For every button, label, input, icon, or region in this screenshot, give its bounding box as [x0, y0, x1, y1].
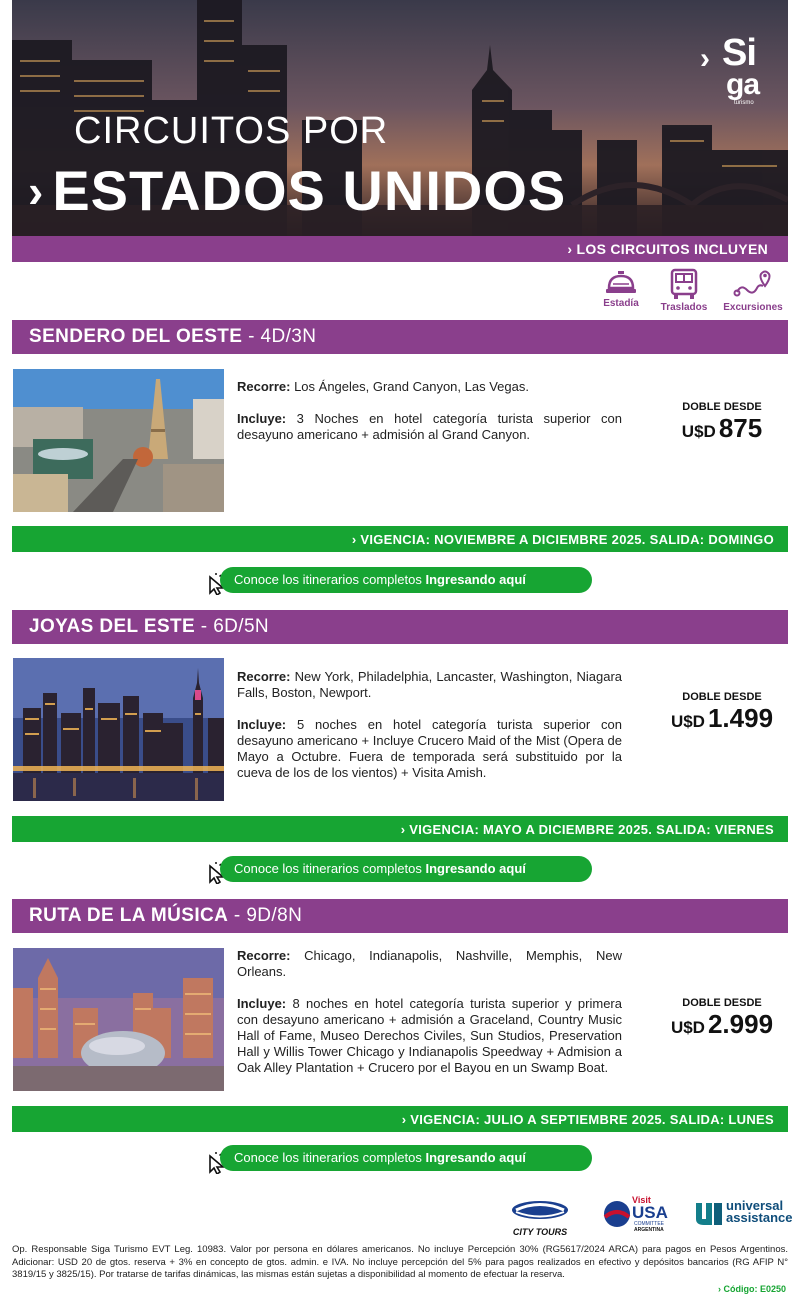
citytours-logo — [508, 1199, 572, 1237]
recorre-text: Los Ángeles, Grand Canyon, Las Vegas. — [290, 379, 529, 394]
cta-link[interactable]: Ingresando aquí — [425, 861, 526, 876]
tour-duration: - 4D/3N — [242, 326, 317, 347]
price-label: DOBLE DESDE — [682, 691, 762, 703]
hero-banner — [12, 0, 788, 236]
new-york-photo — [13, 658, 224, 801]
itinerary-link-button[interactable] — [220, 856, 592, 882]
price-amount: 1.499 — [707, 703, 774, 733]
price-amount: 2.999 — [707, 1009, 774, 1039]
price-currency: U$D — [670, 1018, 705, 1037]
incluye-text: 8 noches en hotel categoría turista superior y primera con desayuno americano + admisión a Graceland, Country Music Hall of Fame, Museo Derechos Civiles, Sun Studios, Preservation Hall y Willis Tower Chicago y Indianapolis Speedway + Admision a Oak Alley Plantation + Crucero por el Bayou en un Swamp Boat. — [237, 996, 622, 1075]
logo-subtext: turismo — [734, 100, 754, 106]
las-vegas-photo — [13, 369, 224, 512]
recorre-text: Chicago, Indianapolis, Nashville, Memphis, New Orleans. — [237, 948, 622, 979]
incluye-text: 5 noches en hotel categoría turista superior con desayuno americano + Incluye Crucero Maid of the Mist (Opera de Mayo a Octubre. Fuera de temporada será substituido por la cueva de los de los vientos) + Visita Amish. — [237, 717, 622, 780]
include-label: Traslados — [660, 302, 708, 313]
recorre-label: Recorre: — [237, 669, 291, 684]
logo-chevron-icon: › — [700, 42, 710, 75]
tour-duration: - 6D/5N — [195, 616, 270, 637]
price-value — [647, 1009, 797, 1040]
incluye-label: Incluye: — [237, 996, 287, 1011]
partner-logos — [502, 1195, 793, 1237]
bus-icon — [667, 268, 701, 300]
price-currency: U$D — [681, 422, 716, 441]
visit-usa-logo — [602, 1195, 672, 1235]
itinerary-link-button[interactable] — [220, 567, 592, 593]
incluye-label: Incluye: — [237, 717, 287, 732]
flyer — [12, 0, 793, 1309]
citytours-text: CITY TOURS — [512, 1227, 568, 1237]
price-block — [647, 691, 797, 734]
logo-text: ga — [726, 68, 760, 101]
universal-assistance-logo — [694, 1198, 793, 1233]
include-label: Excursiones — [723, 302, 783, 313]
assistance-text: assistance — [726, 1210, 793, 1225]
legal-footer: Op. Responsable Siga Turismo EVT Leg. 10983. Valor por persona en dólares americanos. No incluye Percepción 30% (RG5617/2024 ARCA) para pagos en Pesos Argentinos. Adicionar: USD 20 de gtos. reserva + 3% en concepto de gtos. admin. e IVA. No incluye percepción del 5% para pagos realizados en efectivo y depósitos bancarios (RG AFIP N° 3819/15 y 3825/15). Por tratarse de tarifas dinámicas, las mismas están sujetas a disponibilidad al momento de efectuar la reserva. — [12, 1244, 788, 1280]
tour-header — [12, 899, 788, 933]
recorre-label: Recorre: — [237, 379, 291, 394]
tour-description — [237, 379, 622, 443]
chevron-icon: › — [28, 165, 45, 217]
tour-name: JOYAS DEL ESTE — [29, 616, 196, 637]
tour-name: SENDERO DEL OESTE — [29, 326, 243, 347]
price-block — [647, 997, 797, 1040]
price-label: DOBLE DESDE — [682, 401, 762, 413]
price-block — [647, 401, 797, 444]
price-value — [647, 413, 797, 444]
vigencia-bar: › VIGENCIA: NOVIEMBRE A DICIEMBRE 2025. SALIDA: DOMINGO — [12, 526, 788, 552]
argentina-text: ARGENTINA — [634, 1227, 664, 1233]
usa-text: USA — [632, 1203, 668, 1222]
hero-title-text: ESTADOS UNIDOS — [52, 159, 567, 222]
tour-name: RUTA DE LA MÚSICA — [29, 905, 229, 926]
tour-header — [12, 610, 788, 644]
siga-logo — [700, 32, 770, 106]
include-traslados — [654, 268, 714, 313]
cta-text: Conoce los itinerarios completos — [234, 1150, 426, 1165]
cta-link[interactable]: Ingresando aquí — [425, 572, 526, 587]
vigencia-bar: › VIGENCIA: JULIO A SEPTIEMBRE 2025. SALIDA: LUNES — [12, 1106, 788, 1132]
recorre-label: Recorre: — [237, 948, 291, 963]
cta-link[interactable]: Ingresando aquí — [425, 1150, 526, 1165]
itinerary-link-button[interactable] — [220, 1145, 592, 1171]
price-currency: U$D — [670, 712, 705, 731]
cta-text: Conoce los itinerarios completos — [234, 861, 426, 876]
includes-icons — [596, 268, 786, 318]
committee-text: COMMITTEE — [634, 1221, 664, 1227]
price-amount: 875 — [718, 413, 763, 443]
logo-text: Si — [722, 32, 756, 74]
hotel-bell-icon — [604, 268, 638, 296]
tour-header — [12, 320, 788, 354]
price-value — [647, 703, 797, 734]
recorre-text: New York, Philadelphia, Lancaster, Washington, Niagara Falls, Boston, Newport. — [237, 669, 622, 700]
incluye-label: Incluye: — [237, 411, 287, 426]
cta-text: Conoce los itinerarios completos — [234, 572, 426, 587]
promo-code: › Código: E0250 — [717, 1284, 786, 1294]
tour-description — [237, 669, 622, 781]
price-label: DOBLE DESDE — [682, 997, 762, 1009]
include-excursiones — [720, 268, 786, 313]
route-pin-icon — [733, 268, 773, 300]
universal-text: universal — [726, 1198, 784, 1213]
hero-title-line1: CIRCUITOS POR — [74, 110, 389, 152]
tour-description — [237, 948, 622, 1076]
visit-text: Visit — [632, 1195, 651, 1205]
incluye-text: 3 Noches en hotel categoría turista superior con desayuno americano + admisión al Grand Canyon. — [237, 411, 622, 442]
tour-duration: - 9D/8N — [228, 905, 303, 926]
hero-title-line2 — [28, 158, 566, 223]
chicago-photo — [13, 948, 224, 1091]
include-estadia — [596, 268, 646, 309]
include-label: Estadía — [603, 298, 639, 309]
includes-bar: › LOS CIRCUITOS INCLUYEN — [12, 236, 788, 262]
vigencia-bar: › VIGENCIA: MAYO A DICIEMBRE 2025. SALIDA: VIERNES — [12, 816, 788, 842]
